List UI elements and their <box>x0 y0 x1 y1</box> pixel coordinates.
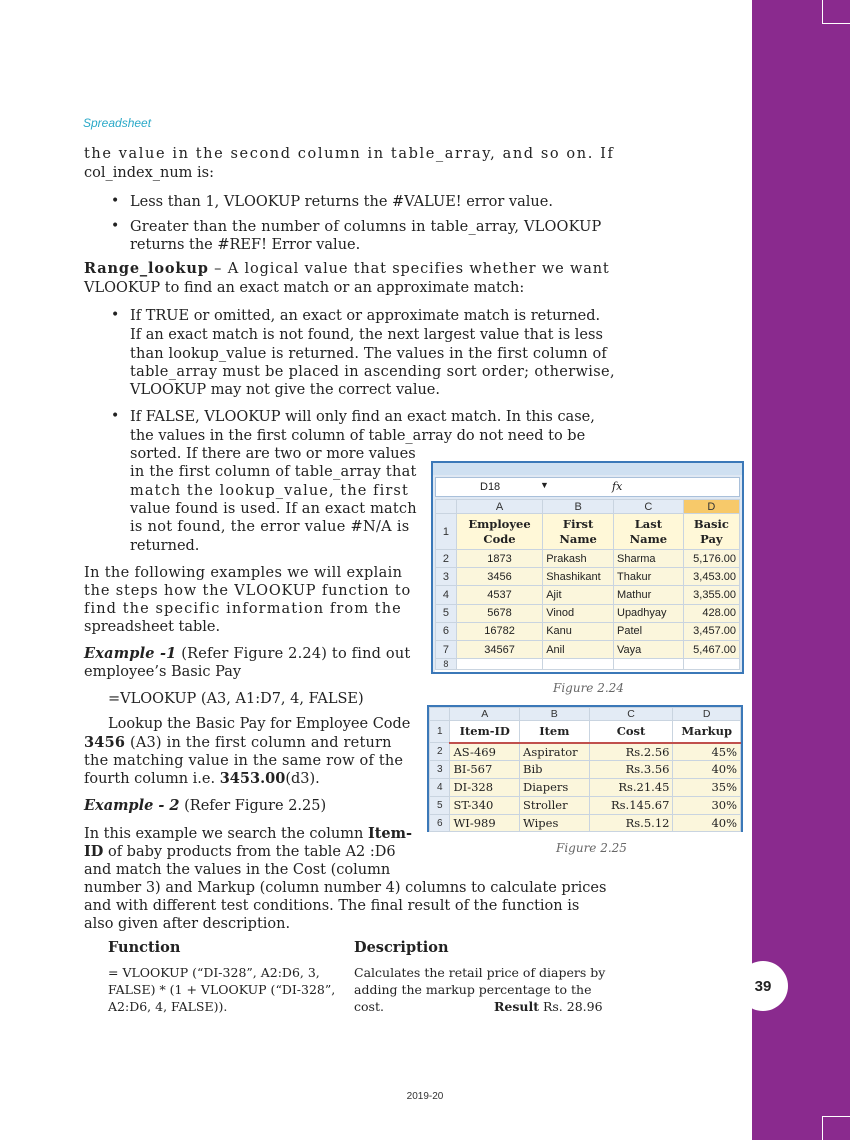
description-line3: cost. <box>354 999 384 1014</box>
example1-result: 3453.00 <box>219 770 286 787</box>
table-row <box>436 640 740 658</box>
running-head: Spreadsheet <box>83 116 152 130</box>
example1-label: Example -1 <box>84 645 177 662</box>
result-label: Result <box>494 999 539 1014</box>
bullet-marker: • <box>111 307 120 323</box>
row-number[interactable]: 5 <box>430 796 450 814</box>
b2-1-line4: table_array must be placed in ascending sort order; otherwise, <box>130 364 615 380</box>
range-lookup-line1 <box>84 260 626 279</box>
example1-formula: =VLOOKUP (A3, A1:D7, 4, FALSE) <box>108 691 364 707</box>
row-number[interactable]: 4 <box>430 778 450 796</box>
function-header: Function <box>108 939 181 956</box>
cell-item-id[interactable]: ST-340 <box>450 796 520 814</box>
row-number[interactable]: 1 <box>430 721 450 743</box>
b2-2-line4: in the first column of table_array that <box>130 464 417 480</box>
cell-cost[interactable]: Rs.145.67 <box>589 796 673 814</box>
footer-year: 2019-20 <box>406 1091 444 1102</box>
b2-2-line1: If FALSE, VLOOKUP will only find an exact match. In this case, <box>130 409 595 425</box>
fx-icon[interactable]: fx <box>612 480 623 493</box>
cell-cost[interactable]: Rs.21.45 <box>589 778 673 796</box>
function-line2: FALSE) * (1 + VLOOKUP (“DI-328”, <box>108 982 336 997</box>
bullet-marker: • <box>111 408 120 424</box>
b2-2-line7: is not found, the error value #N/A is <box>130 519 410 535</box>
cell-item-id[interactable]: DI-328 <box>450 778 520 796</box>
header-text: Code <box>483 531 516 546</box>
example2-ref: (Refer Figure 2.25) <box>179 798 327 814</box>
range-lookup-line2: VLOOKUP to find an exact match or an approximate match: <box>84 280 525 296</box>
figure-225-caption: Figure 2.25 <box>556 841 627 855</box>
example2-line0 <box>84 797 326 816</box>
cell-pay[interactable]: 3,453.00 <box>683 568 739 586</box>
figure-224-caption: Figure 2.24 <box>553 681 624 695</box>
select-all-cell[interactable] <box>436 500 457 514</box>
b2-2-line5: match the lookup_value, the first <box>130 483 409 499</box>
example1-desc4-post: (d3). <box>285 771 320 787</box>
example2-line1-text: In this example we search the column <box>84 826 368 842</box>
example2-line5: and with different test conditions. The final result of the function is <box>84 898 580 914</box>
col-b-header[interactable]: B <box>543 500 614 514</box>
b2-2-line2: the values in the first column of table_array do not need to be <box>130 428 586 444</box>
row-number[interactable]: 7 <box>436 640 457 658</box>
range-lookup-term: Range_lookup <box>84 260 209 277</box>
row-number[interactable]: 4 <box>436 586 457 604</box>
col-d-header[interactable]: D <box>673 708 741 721</box>
cell-cost[interactable]: Rs.3.56 <box>589 760 673 778</box>
function-line1: = VLOOKUP (“DI-328”, A2:D6, 3, <box>108 965 320 980</box>
empty-cell[interactable] <box>456 659 542 670</box>
example1-text: (Refer Figure 2.24) to find out <box>176 646 411 662</box>
select-all-cell[interactable] <box>430 708 450 721</box>
cell-markup[interactable]: 40% <box>673 814 741 832</box>
cell-item[interactable]: Bib <box>520 760 590 778</box>
cell-markup[interactable]: 30% <box>673 796 741 814</box>
grid-224 <box>435 499 740 672</box>
table-row <box>436 622 740 640</box>
bullet-marker: • <box>111 193 120 209</box>
table-row <box>430 814 741 832</box>
b2-2-line6: value found is used. If an exact match <box>130 501 417 517</box>
table-row <box>430 743 741 761</box>
cell-pay[interactable]: 428.00 <box>683 604 739 622</box>
row-number[interactable]: 3 <box>436 568 457 586</box>
b2-2-line3: sorted. If there are two or more values <box>130 446 416 462</box>
table-row <box>430 796 741 814</box>
cell-item-id[interactable]: BI-567 <box>450 760 520 778</box>
quick-access-toolbar <box>433 463 742 475</box>
header-text: Pay <box>700 531 723 546</box>
example1-desc3: the matching value in the same row of the <box>84 753 404 769</box>
cell-last[interactable]: Mathur <box>614 586 684 604</box>
header-text: Last <box>634 516 663 531</box>
cell-code[interactable]: 34567 <box>456 640 542 658</box>
cell-pay[interactable]: 5,467.00 <box>683 640 739 658</box>
example1-line2: employee’s Basic Pay <box>84 664 242 680</box>
row-number[interactable]: 2 <box>436 550 457 568</box>
table-row <box>436 586 740 604</box>
empty-cell[interactable] <box>543 659 614 670</box>
header-text: Name <box>559 531 597 546</box>
cell-item[interactable]: Stroller <box>520 796 590 814</box>
row-number[interactable]: 3 <box>430 760 450 778</box>
table-row <box>436 550 740 568</box>
empty-cell[interactable] <box>683 659 739 670</box>
table-225 <box>429 707 741 832</box>
header-cell[interactable]: Item-ID <box>450 721 520 743</box>
bullet2-line1: Greater than the number of columns in table_array, VLOOKUP <box>130 219 602 235</box>
description-line2: adding the markup percentage to the <box>354 982 592 997</box>
example2-line6: also given after description. <box>84 916 291 932</box>
page-number: 39 <box>738 961 788 1011</box>
table-row <box>436 568 740 586</box>
header-cell[interactable] <box>614 514 684 550</box>
cell-item-id[interactable]: AS-469 <box>450 743 520 761</box>
examples-line3: find the specific information from the <box>84 601 402 617</box>
col-c-header[interactable]: C <box>589 708 673 721</box>
col-c-header[interactable]: C <box>614 500 684 514</box>
table-row <box>436 604 740 622</box>
row-number[interactable]: 8 <box>436 659 457 670</box>
example2-line2-text: of baby products from the table A2 :D6 <box>103 844 396 860</box>
b2-1-line1: If TRUE or omitted, an exact or approximate match is returned. <box>130 308 601 324</box>
figure-225-spreadsheet <box>427 705 743 832</box>
cell-last[interactable]: Thakur <box>614 568 684 586</box>
header-cell[interactable] <box>543 514 614 550</box>
example1-line1 <box>84 645 410 664</box>
function-line3: A2:D6, 4, FALSE)). <box>108 999 228 1014</box>
cell-markup[interactable]: 45% <box>673 743 741 761</box>
cell-code[interactable]: 5678 <box>456 604 542 622</box>
example2-line3: and match the values in the Cost (column <box>84 862 391 878</box>
cell-code[interactable]: 4537 <box>456 586 542 604</box>
cell-item-id[interactable]: WI-989 <box>450 814 520 832</box>
cell-first[interactable]: Kanu <box>543 622 614 640</box>
example1-desc4-pre: fourth column i.e. <box>84 771 220 787</box>
header-cell[interactable] <box>683 514 739 550</box>
crop-mark-top <box>822 0 850 24</box>
table-row <box>436 659 740 670</box>
examples-line1: In the following examples we will explain <box>84 565 403 581</box>
description-header: Description <box>354 939 449 956</box>
cell-item[interactable]: Aspirator <box>520 743 590 761</box>
example1-code: 3456 <box>84 734 126 751</box>
b2-2-line8: returned. <box>130 538 200 554</box>
column-header-row <box>430 708 741 721</box>
table-row <box>430 760 741 778</box>
row-number[interactable]: 1 <box>436 514 457 550</box>
row-number[interactable]: 6 <box>436 622 457 640</box>
cell-markup[interactable]: 35% <box>673 778 741 796</box>
examples-line2: the steps how the VLOOKUP function to <box>84 583 412 599</box>
col-a-header[interactable]: A <box>450 708 520 721</box>
cell-last[interactable]: Vaya <box>614 640 684 658</box>
b2-1-line2: If an exact match is not found, the next largest value that is less <box>130 327 603 343</box>
header-cell[interactable]: Markup <box>673 721 741 743</box>
name-box[interactable]: D18 <box>480 481 501 493</box>
result-line <box>494 998 603 1015</box>
header-text: Basic <box>693 516 729 531</box>
table-row <box>436 514 740 550</box>
cell-first[interactable]: Prakash <box>543 550 614 568</box>
cell-last[interactable]: Patel <box>614 622 684 640</box>
bullet2-line2: returns the #REF! Error value. <box>130 237 361 253</box>
example2-label: Example - 2 <box>84 797 180 814</box>
cell-code[interactable]: 1873 <box>456 550 542 568</box>
table-row <box>430 721 741 743</box>
para1-line1: the value in the second column in table_array, and so on. If <box>84 146 615 162</box>
chevron-down-icon[interactable]: ▼ <box>540 480 549 490</box>
cell-cost[interactable]: Rs.5.12 <box>589 814 673 832</box>
example2-line1 <box>84 825 412 844</box>
cell-pay[interactable]: 3,355.00 <box>683 586 739 604</box>
column-header-row <box>436 500 740 514</box>
row-number[interactable]: 5 <box>436 604 457 622</box>
table-row <box>430 778 741 796</box>
cell-pay[interactable]: 5,176.00 <box>683 550 739 568</box>
example1-desc4 <box>84 770 320 789</box>
row-number[interactable]: 6 <box>430 814 450 832</box>
cell-last[interactable]: Sharma <box>614 550 684 568</box>
header-cell[interactable]: Item <box>520 721 590 743</box>
row-number[interactable]: 2 <box>430 743 450 761</box>
cell-pay[interactable]: 3,457.00 <box>683 622 739 640</box>
cell-first[interactable]: Vinod <box>543 604 614 622</box>
header-text: Name <box>629 531 668 546</box>
example2-itemid-b: ID <box>84 843 104 860</box>
col-a-header[interactable]: A <box>456 500 542 514</box>
b2-1-line3: than lookup_value is returned. The values in the first column of <box>130 346 607 362</box>
bullet-marker: • <box>111 218 120 234</box>
figure-224-spreadsheet <box>431 461 744 674</box>
result-value: Rs. 28.96 <box>539 999 603 1014</box>
cell-first[interactable]: Shashikant <box>543 568 614 586</box>
header-cell[interactable] <box>456 514 542 550</box>
empty-cell[interactable] <box>614 659 684 670</box>
cell-first[interactable]: Anil <box>543 640 614 658</box>
description-line1: Calculates the retail price of diapers by <box>354 965 606 980</box>
cell-cost[interactable]: Rs.2.56 <box>589 743 673 761</box>
example2-line2 <box>84 843 396 862</box>
cell-code[interactable]: 16782 <box>456 622 542 640</box>
cell-item[interactable]: Wipes <box>520 814 590 832</box>
example2-line4: number 3) and Markup (column number 4) columns to calculate prices <box>84 880 607 896</box>
crop-mark-bottom <box>822 1116 850 1140</box>
example1-desc1: Lookup the Basic Pay for Employee Code <box>108 716 411 732</box>
header-cell[interactable]: Cost <box>589 721 673 743</box>
header-text: First <box>562 516 594 531</box>
range-lookup-text: – A logical value that specifies whether we want <box>208 261 610 277</box>
cell-item[interactable]: Diapers <box>520 778 590 796</box>
example1-desc2-text: (A3) in the first column and return <box>125 735 392 751</box>
examples-line4: spreadsheet table. <box>84 619 221 635</box>
col-b-header[interactable]: B <box>520 708 590 721</box>
para1-line2: col_index_num is: <box>84 165 215 181</box>
cell-last[interactable]: Upadhyay <box>614 604 684 622</box>
cell-code[interactable]: 3456 <box>456 568 542 586</box>
table-224 <box>435 499 740 670</box>
col-d-header[interactable]: D <box>683 500 739 514</box>
cell-markup[interactable]: 40% <box>673 760 741 778</box>
b2-1-line5: VLOOKUP may not give the correct value. <box>130 382 440 398</box>
header-text: Employee <box>468 516 531 531</box>
bullet1-line1: Less than 1, VLOOKUP returns the #VALUE! error value. <box>130 194 553 210</box>
example1-desc2 <box>84 734 392 753</box>
formula-bar <box>435 477 740 497</box>
cell-first[interactable]: Ajit <box>543 586 614 604</box>
example2-itemid-a: Item- <box>367 825 413 842</box>
